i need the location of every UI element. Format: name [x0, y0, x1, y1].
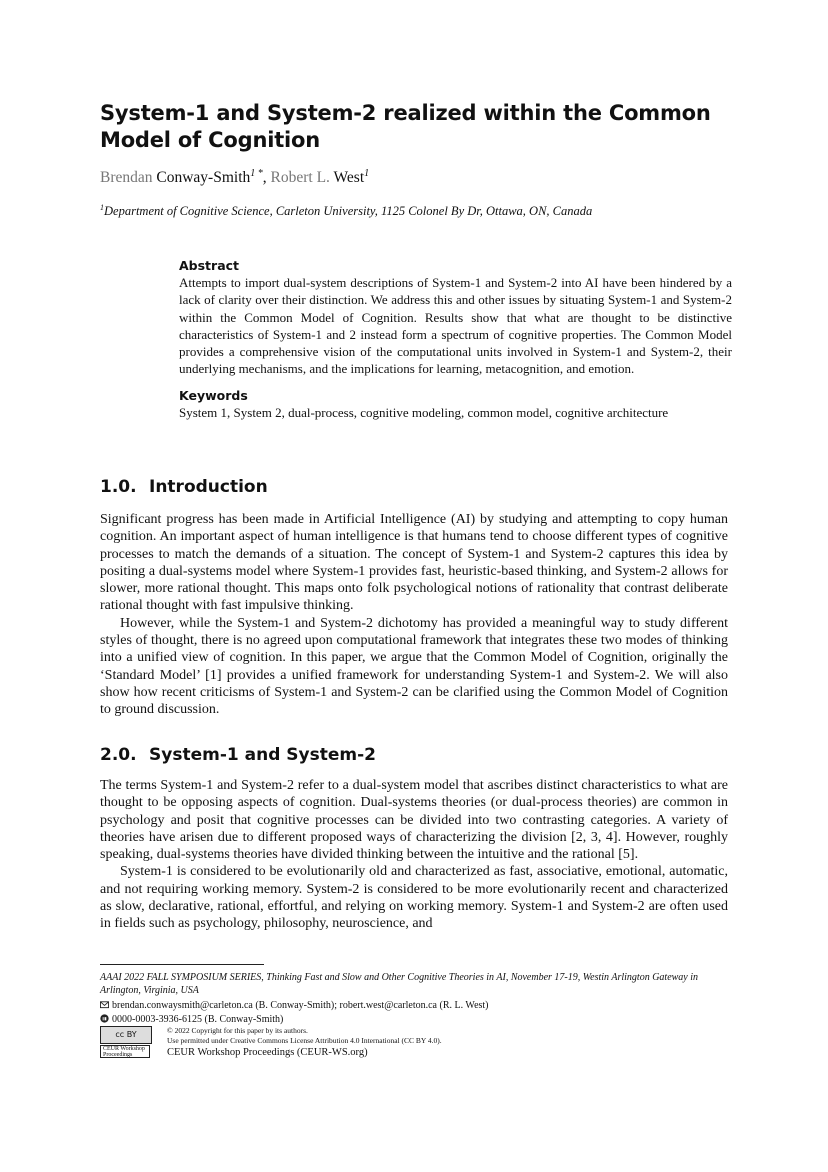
author-family-name: Conway-Smith — [156, 169, 251, 187]
section-heading-introduction — [100, 476, 268, 498]
section-title: System-1 and System-2 — [149, 745, 376, 765]
section-heading-system-1-and-system-2 — [100, 744, 376, 766]
orcid-icon — [100, 1014, 109, 1023]
section-body-introduction — [100, 511, 728, 719]
author-given-name: Brendan — [100, 169, 153, 187]
footnote-orcid — [100, 1013, 283, 1026]
email-link[interactable]: brendan.conwaysmith@carleton.ca — [112, 1000, 253, 1011]
author-given-name: Robert L. — [270, 169, 330, 187]
author-1 — [100, 169, 271, 186]
proceedings-name: CEUR Workshop Proceedings (CEUR-WS.org) — [167, 1047, 368, 1058]
ceur-logo-icon: CEUR Workshop Proceedings — [100, 1045, 150, 1058]
paper-title: System-1 and System-2 realized within the Common Model of Cognition — [100, 101, 711, 152]
paragraph: Significant progress has been made in Artificial Intelligence (AI) by studying and attempting to copy human cognition. An important aspect of human intelligence is that humans tend to choose different types of cognitive processes to match the demands of a situation. The concept of System-1 and System-2 captures this idea by positing a dual-systems model where System-1 provides fast, heuristic-based thinking, and System-2 allows for slower, more rational thought. This maps onto folk psychological notions of rationality that contrast deliberate rational thought with fast impulsive thinking. — [100, 512, 728, 614]
author-list — [100, 168, 369, 187]
affiliation-text: Department of Cognitive Science, Carleton University, 1125 Colonel By Dr, Ottawa, ON, Canada — [104, 204, 593, 219]
abstract-block — [179, 258, 732, 421]
section-title: Introduction — [149, 477, 268, 497]
affiliation-mark: 1 — [100, 203, 104, 212]
paragraph: System-1 is considered to be evolutionarily old and characterized as fast, associative, emotional, automatic, and not requiring working memory. System-2 is considered to be more evolutionarily recent and characterized as slow, declarative, rational, effortful, and relying on working memory. System-1 and System-2 are often used in fields such as psychology, philosophy, neuroscience, and — [100, 864, 728, 932]
ceur-license-block — [100, 1026, 660, 1060]
affiliation — [100, 203, 592, 219]
email-owner: (R. L. West) — [439, 1000, 489, 1011]
section-number: 2.0. — [100, 745, 137, 765]
author-2 — [271, 169, 370, 186]
author-family-name: West — [333, 169, 365, 187]
keywords-text: System 1, System 2, dual-process, cognitive modeling, common model, cognitive architecture — [179, 404, 669, 420]
author-separator: , — [262, 169, 271, 187]
paragraph: However, while the System-1 and System-2 dichotomy has provided a meaningful way to study different styles of thought, there is no agreed upon computational framework that integrates these two modes of thinking into a unified view of cognition. In this paper, we argue that the Common Model of Cognition, originally the ‘Standard Model’ [1] provides a unified framework for understanding System-1 and System-2. We will also show how recent criticisms of System-1 and System-2 can be clarified using the Common Model of Cognition to ground discussion. — [100, 615, 728, 718]
cc-by-badge-icon: cc BY — [100, 1026, 152, 1044]
email-link[interactable]: robert.west@carleton.ca — [339, 1000, 437, 1011]
keywords-heading: Keywords — [179, 387, 248, 403]
footnote-rule — [100, 964, 264, 965]
email-owner: (B. Conway-Smith); — [255, 1000, 337, 1011]
section-number: 1.0. — [100, 477, 137, 497]
abstract-text: Attempts to import dual-system descriptions of System-1 and System-2 into AI have been hindered by a lack of clarity over their distinction. We address this and other issues by situating System-1 and System-2 within the Common Model of Cognition. Results show that what are thought to be distinctive characteristics of System-1 and 2 instead form a spectrum of cognitive properties. The Common Model provides a comprehensive vision of the computational units involved in System-1 and System-2, their underlying mechanisms, and the implications for learning, metacognition, and emotion. — [179, 275, 732, 377]
author-affiliation-mark: 1 — [364, 168, 370, 179]
author-affiliation-mark: 1 * — [250, 168, 263, 179]
email-icon — [100, 1000, 109, 1009]
paragraph: The terms System-1 and System-2 refer to a dual-system model that ascribes distinct characteristics to what are thought to be opposing aspects of cognition. Dual-systems theories (or dual-process theories) are common in psychology and posit that cognitive processes can be divided into two contrasting categories. A variety of theories have arisen due to different proposed ways of characterizing the division [2, 3, 4]. However, roughly speaking, dual-systems theories have divided thinking between the intuitive and the rational [5]. — [100, 778, 728, 863]
license-text: Use permitted under Creative Commons License Attribution 4.0 International (CC BY 4.0). — [167, 1035, 442, 1045]
orcid-id[interactable]: 0000-0003-3936-6125 (B. Conway-Smith) — [112, 1014, 284, 1025]
footnote-venue: AAAI 2022 FALL SYMPOSIUM SERIES, Thinking Fast and Slow and Other Cognitive Theories in AI, November 17-19, Westin Arlington Gateway in Arlington, Virginia, USA — [100, 972, 699, 996]
footnote-contact — [100, 999, 489, 1012]
copyright-text: © 2022 Copyright for this paper by its authors. — [167, 1026, 308, 1035]
license-lines — [167, 1026, 442, 1045]
abstract-heading: Abstract — [179, 258, 240, 273]
section-body-system-1-and-system-2 — [100, 777, 728, 933]
